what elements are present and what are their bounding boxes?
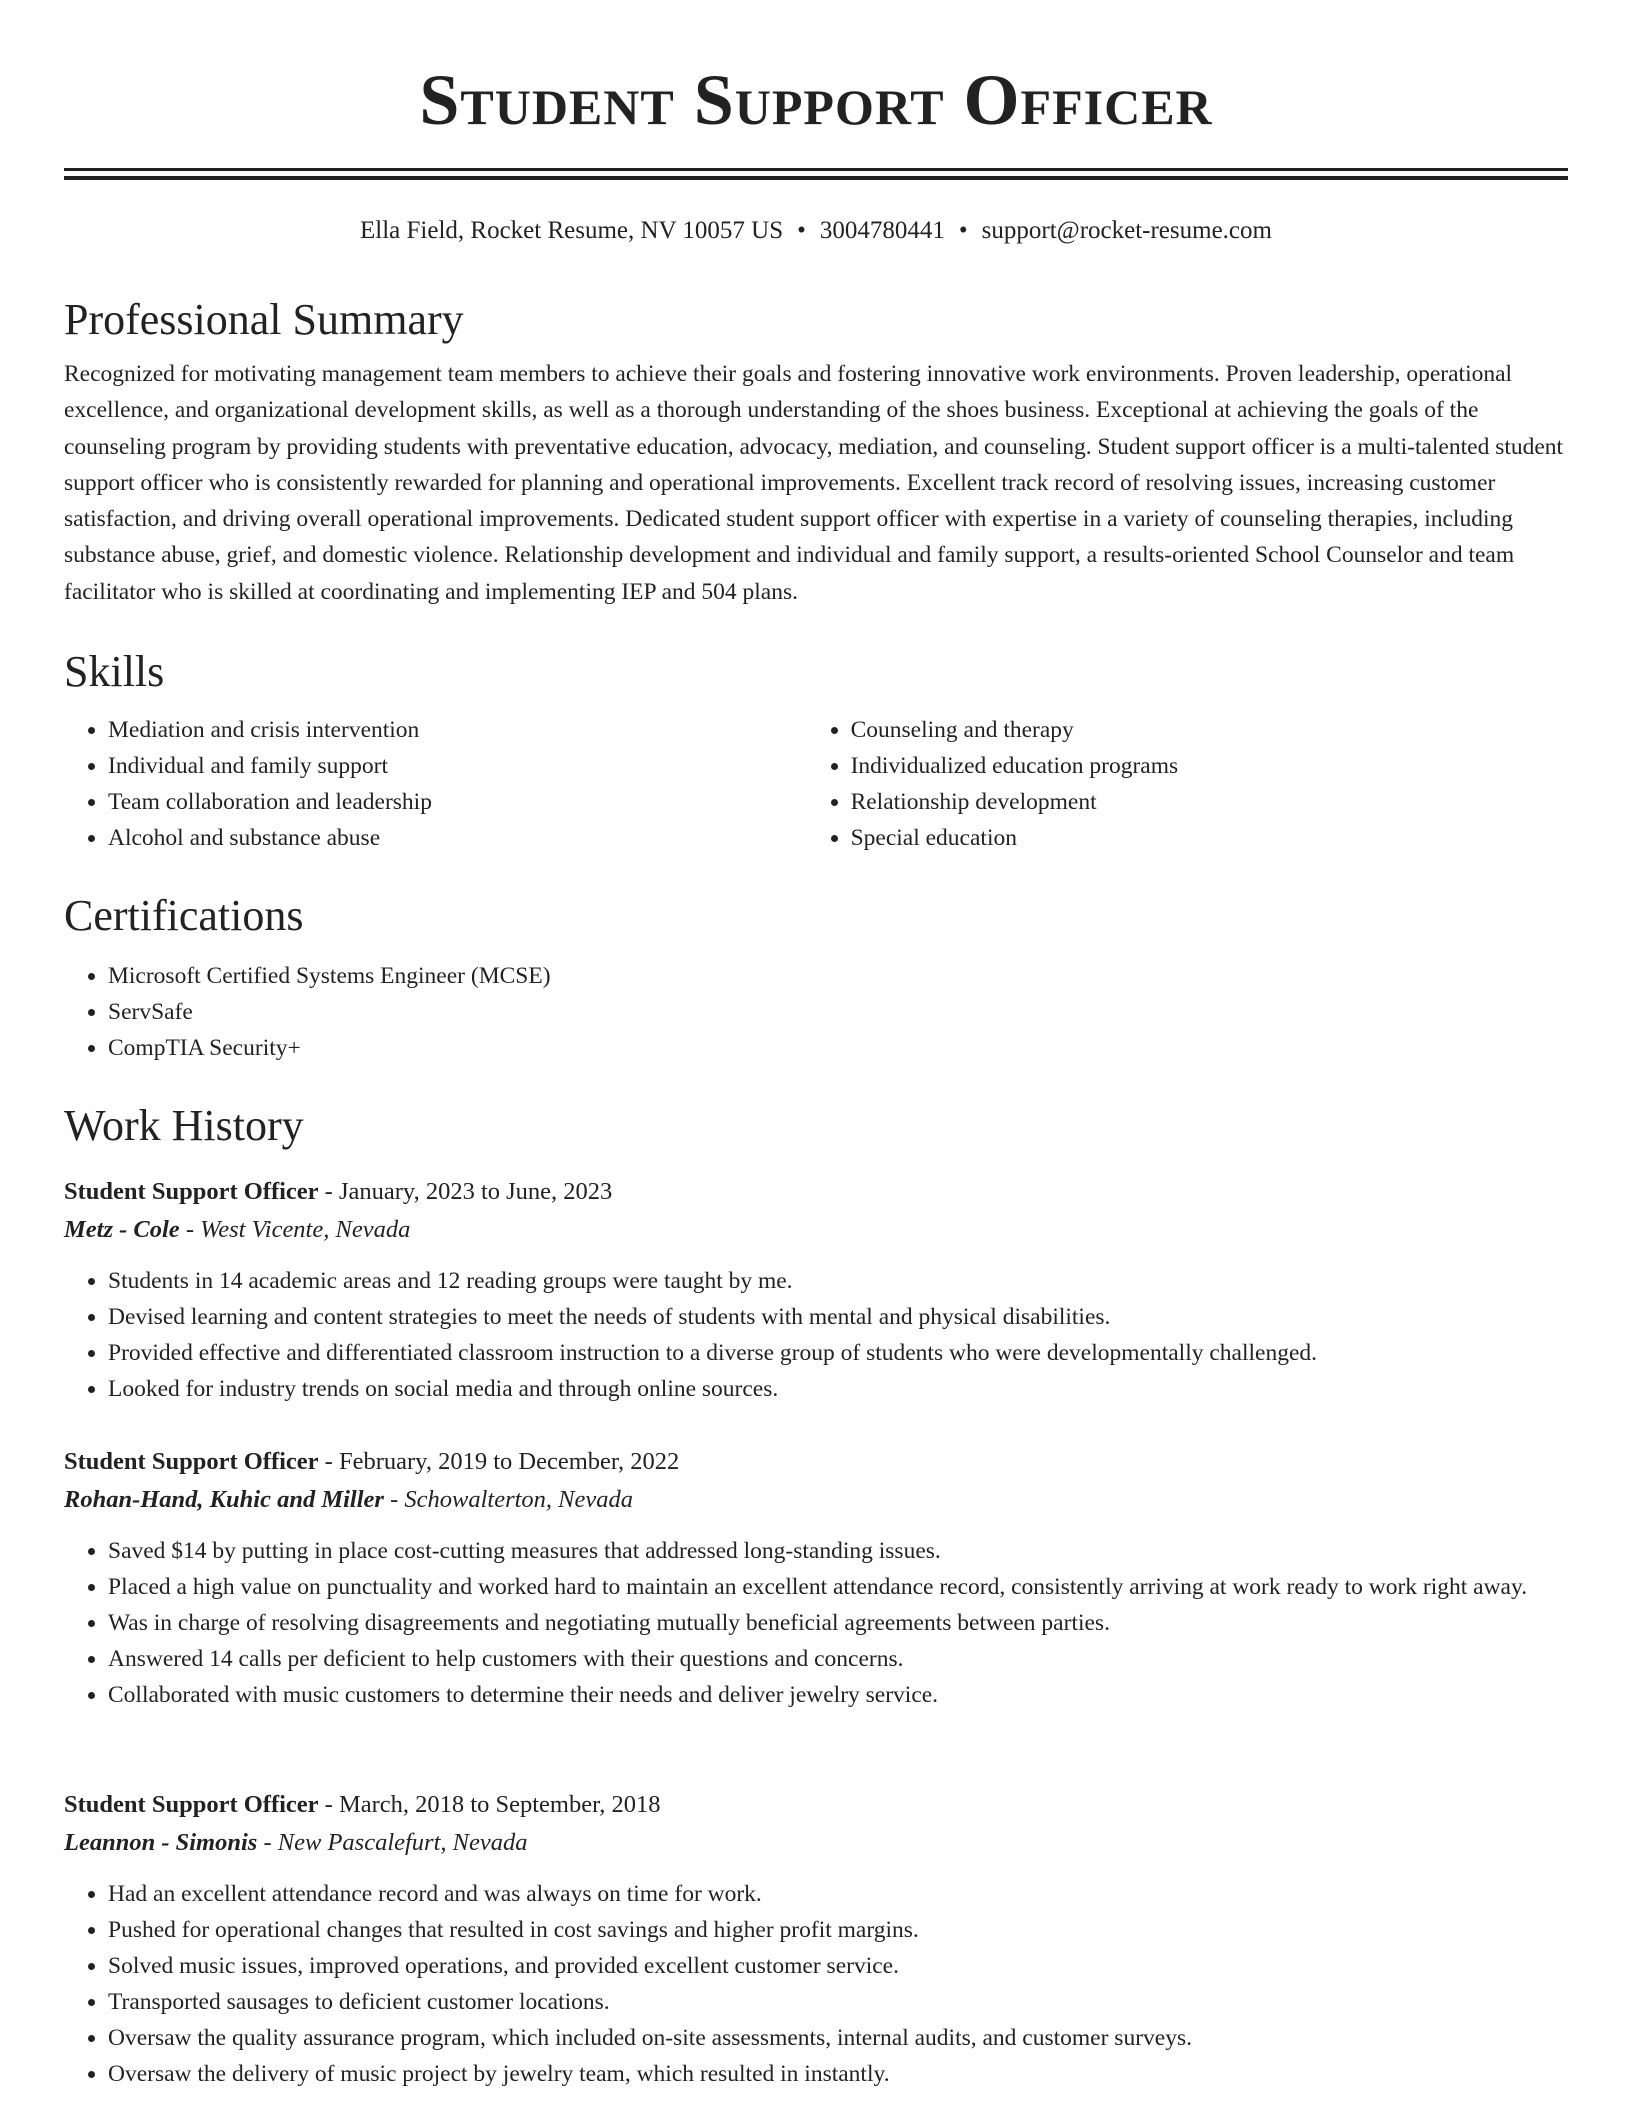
job-heading: Student Support Officer - February, 2019 to December, 2022 (64, 1448, 680, 1475)
job-location: West Vicente, Nevada (200, 1216, 411, 1243)
job-bullets (64, 1533, 1568, 1713)
certification-item: • Microsoft Certified Systems Engineer (MCSE) (108, 958, 1568, 994)
job-bullet: • Saved $14 by putting in place cost-cutting measures that addressed long-standing issues. (108, 1533, 1568, 1569)
resume-page (64, 0, 1568, 2087)
job-bullet: • Looked for industry trends on social media and through online sources. (108, 1371, 1568, 1407)
certification-item: • CompTIA Security+ (108, 1030, 1568, 1066)
skills-columns (64, 712, 1568, 856)
job-entry (64, 1173, 1568, 1407)
skill-item: • Alcohol and substance abuse (108, 820, 807, 856)
contact-address: Ella Field, Rocket Resume, NV 10057 US (360, 217, 784, 244)
job-bullet: • Transported sausages to deficient customer locations. (108, 1984, 1568, 2020)
job-heading: Student Support Officer - March, 2018 to September, 2018 (64, 1791, 661, 1818)
job-bullets (64, 1876, 1568, 2092)
job-bullet: • Devised learning and content strategies to meet the needs of students with mental and physical disabilities. (108, 1299, 1568, 1335)
section-heading-certifications: Certifications (64, 891, 304, 940)
job-dates: February, 2019 to December, 2022 (338, 1448, 680, 1475)
job-bullet: • Placed a high value on punctuality and worked hard to maintain an excellent attendance record, consistently arriving at work ready to work right away. (108, 1569, 1568, 1605)
work-history-section (64, 1098, 1568, 1154)
job-bullet: • Oversaw the delivery of music project by jewelry team, which resulted in instantly. (108, 2056, 1568, 2092)
job-bullet: • Had an excellent attendance record and was always on time for work. (108, 1876, 1568, 1912)
job-company-line: Rohan-Hand, Kuhic and Miller - Schowalterton, Nevada (64, 1486, 634, 1513)
job-bullet: • Answered 14 calls per deficient to help customers with their questions and concerns. (108, 1641, 1568, 1677)
job-location: Schowalterton, Nevada (404, 1486, 634, 1513)
job-bullet: • Collaborated with music customers to determine their needs and deliver jewelry service. (108, 1677, 1568, 1713)
contact-separator: • (797, 217, 806, 244)
section-heading-summary: Professional Summary (64, 295, 464, 344)
job-title: Student Support Officer (64, 1791, 319, 1818)
job-entry (64, 1443, 1568, 1713)
skills-section (64, 644, 1568, 856)
page-title: Student Support Officer (419, 60, 1213, 140)
summary-section (64, 292, 1568, 610)
job-bullet: • Was in charge of resolving disagreements and negotiating mutually beneficial agreements between parties. (108, 1605, 1568, 1641)
job-location: New Pascalefurt, Nevada (277, 1829, 528, 1856)
job-dates: January, 2023 to June, 2023 (338, 1178, 613, 1205)
job-dates: March, 2018 to September, 2018 (338, 1791, 661, 1818)
job-bullet: • Provided effective and differentiated classroom instruction to a diverse group of students who were developmentally challenged. (108, 1335, 1568, 1371)
certification-item: • ServSafe (108, 994, 1568, 1030)
skill-item: • Special education (851, 820, 1568, 856)
section-heading-skills: Skills (64, 647, 165, 696)
job-bullet: • Pushed for operational changes that resulted in cost savings and higher profit margins. (108, 1912, 1568, 1948)
job-title: Student Support Officer (64, 1448, 319, 1475)
title-divider-bottom (64, 176, 1568, 180)
job-company-line: Leannon - Simonis - New Pascalefurt, Nevada (64, 1829, 528, 1856)
title-divider-top (64, 168, 1568, 171)
job-company: Rohan-Hand, Kuhic and Miller (64, 1486, 384, 1513)
skill-item: • Individualized education programs (851, 748, 1568, 784)
job-bullet: • Solved music issues, improved operations, and provided excellent customer service. (108, 1948, 1568, 1984)
job-title: Student Support Officer (64, 1178, 319, 1205)
job-company-line: Metz - Cole - West Vicente, Nevada (64, 1216, 411, 1243)
job-bullet: • Students in 14 academic areas and 12 reading groups were taught by me. (108, 1263, 1568, 1299)
job-bullets (64, 1263, 1568, 1407)
contact-line (64, 214, 1568, 248)
summary-text: Recognized for motivating management team members to achieve their goals and fostering innovative work environments. Proven leadership, operational excellence, and organizational development skills, as well as a thorough understanding of the shoes business. Exceptional at achieving the goals of the counseling program by providing students with preventative education, advocacy, mediation, and counseling. Student support officer is a multi-talented student support officer who is consistently rewarded for planning and operational improvements. Excellent track record of resolving issues, increasing customer satisfaction, and driving overall operational improvements. Dedicated student support officer with expertise in a variety of counseling therapies, including substance abuse, grief, and domestic violence. Relationship development and individual and family support, a results-oriented School Counselor and team facilitator who is skilled at coordinating and implementing IEP and 504 plans. (64, 361, 1564, 605)
skills-list-right (807, 712, 1568, 856)
section-heading-work-history: Work History (64, 1101, 304, 1150)
certifications-section (64, 888, 1568, 1066)
skill-item: • Team collaboration and leadership (108, 784, 807, 820)
skill-item: • Relationship development (851, 784, 1568, 820)
skill-item: • Counseling and therapy (851, 712, 1568, 748)
job-bullet: • Oversaw the quality assurance program, which included on-site assessments, internal audits, and customer surveys. (108, 2020, 1568, 2056)
contact-email: support@rocket-resume.com (981, 217, 1272, 244)
job-entry (64, 1786, 1568, 2092)
job-company: Metz - Cole (64, 1216, 180, 1243)
job-company: Leannon - Simonis (64, 1829, 258, 1856)
skill-item: • Mediation and crisis intervention (108, 712, 807, 748)
certifications-list (64, 958, 1568, 1066)
contact-phone: 3004780441 (819, 217, 945, 244)
skill-item: • Individual and family support (108, 748, 807, 784)
job-heading: Student Support Officer - January, 2023 to June, 2023 (64, 1178, 613, 1205)
contact-separator: • (958, 217, 968, 244)
skills-list-left (64, 712, 807, 856)
